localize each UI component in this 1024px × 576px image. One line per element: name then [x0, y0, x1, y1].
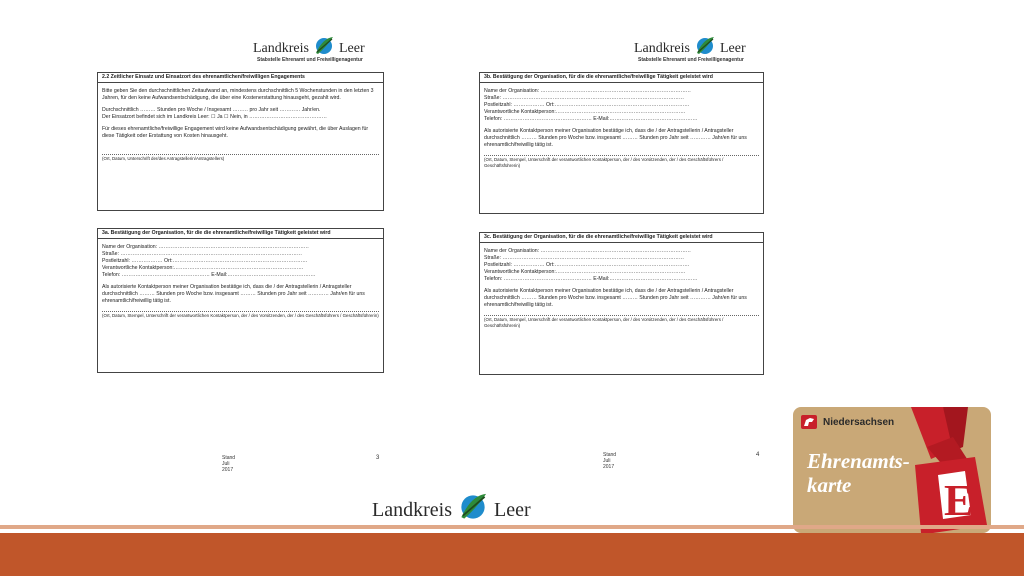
- field-phone-email: Telefon: …………………………………………… E-Mail:……………………………………………: [484, 116, 698, 122]
- ehrenamtskarte-image: [793, 407, 991, 533]
- field-contact: Verantwortliche Kontaktperson:…………………………………………………………………: [484, 109, 686, 115]
- field-contact: Verantwortliche Kontaktperson:…………………………………………………………………: [484, 269, 686, 275]
- card-title-line2: karte: [807, 473, 852, 497]
- field-phone-email: Telefon: …………………………………………… E-Mail:……………………………………………: [484, 276, 698, 282]
- location-line: Der Einsatzort befindet sich im Landkreis Leer: ☐ Ja ☐ Nein, in ………………………………………: [102, 114, 327, 120]
- section-title: 3c. Bestätigung der Organisation, für die die ehrenamtliche/freiwillige Tätigkeit geleistet wird: [480, 233, 763, 243]
- card-title-line1: Ehrenamts-: [807, 449, 910, 473]
- field-phone-email: Telefon: …………………………………………… E-Mail:……………………………………………: [102, 272, 316, 278]
- footer-bar: [0, 533, 1024, 576]
- card-state-label: Niedersachsen: [823, 417, 895, 428]
- signature-line: (Ort, Datum, Stempel, Unterschrift der verantwortlichen Kontaktperson, der / des Vorsitzenden, der / des Geschäftsführers / Geschäftsführerin): [484, 315, 759, 329]
- horse-icon: [801, 415, 817, 429]
- logo-subtitle: Stabstelle Ehrenamt und Freiwilligenagentur: [257, 57, 363, 63]
- logo-text-landkreis: Landkreis: [372, 498, 452, 521]
- stand-date: Stand Juli 2017: [222, 455, 236, 473]
- leaf-logo-icon: [457, 492, 489, 528]
- field-postcode: Postleitzahl: ……………… Ort:……………………………………………………………………: [102, 258, 308, 264]
- form-section-3c: [479, 232, 764, 375]
- logo-subtitle: Stabstelle Ehrenamt und Freiwilligenagentur: [638, 57, 744, 63]
- footer-stripe: [0, 525, 1024, 529]
- field-postcode: Postleitzahl: ……………… Ort:……………………………………………………………………: [484, 102, 690, 108]
- logo-text-leer: Leer: [719, 40, 746, 56]
- signature-line: (Ort, Datum, Unterschrift der/des Antragstellerin/Antragstellers): [102, 154, 379, 162]
- form-section-2-2: [97, 72, 384, 211]
- logo-text-landkreis: Landkreis: [634, 40, 690, 56]
- section-paragraph: Bitte geben Sie den durchschnittlichen Zeitaufwand an, mindestens durchschnittlich 5 Wochenstunden in den letzten 3 Jahren, für den keine Aufwandsentschädigung, die über eine Kostenerstattung hinausgeht, gezahlt wird.: [102, 88, 374, 101]
- logo-text-leer: Leer: [493, 498, 531, 521]
- section-title: 3b. Bestätigung der Organisation, für die die ehrenamtliche/freiwillige Tätigkeit geleistet wird: [480, 73, 763, 83]
- field-street: Straße: ……………………………………………………………………………………………: [484, 95, 685, 101]
- field-contact: Verantwortliche Kontaktperson:…………………………………………………………………: [102, 265, 304, 271]
- hours-line: Durchschnittlich ……… Stunden pro Woche / Insgesamt ……… pro Jahr seit ………… Jahr/en.: [102, 107, 321, 113]
- logo-text-leer: Leer: [338, 40, 365, 56]
- section-title: 2.2 Zeitlicher Einsatz und Einsatzort des ehrenamtlichen/freiwilligen Engagements: [98, 73, 383, 83]
- confirmation-paragraph: Als autorisierte Kontaktperson meiner Organisation bestätige ich, dass die / der Antragstellerin / Antragsteller durchschnittlich ……… Stunden pro Woche bzw. insgesamt ……… Stunden pro Jahr seit ………… Jahr/en für uns ehrenamtlich/freiwillig tätig ist.: [484, 128, 747, 148]
- confirmation-paragraph: Als autorisierte Kontaktperson meiner Organisation bestätige ich, dass die / der Antragstellerin / Antragsteller durchschnittlich ……… Stunden pro Woche bzw. insgesamt ……… Stunden pro Jahr seit ………… Jahr/en für uns ehrenamtlich/freiwillig tätig ist.: [102, 284, 365, 304]
- logo-text-landkreis: Landkreis: [253, 40, 309, 56]
- field-organisation: Name der Organisation: ……………………………………………………………………………: [484, 88, 691, 94]
- signature-line: (Ort, Datum, Stempel, Unterschrift der verantwortlichen Kontaktperson, der / des Vorsitzenden, der / des Geschäftsführers / Geschäftsführerin): [484, 155, 759, 169]
- field-street: Straße: ……………………………………………………………………………………………: [484, 255, 685, 261]
- confirmation-paragraph: Als autorisierte Kontaktperson meiner Organisation bestätige ich, dass die / der Antragstellerin / Antragsteller durchschnittlich ……… Stunden pro Woche bzw. insgesamt ……… Stunden pro Jahr seit ………… Jahr/en für uns ehrenamtlich/freiwillig tätig ist.: [484, 288, 747, 308]
- form-section-3a: [97, 228, 384, 373]
- field-postcode: Postleitzahl: ……………… Ort:……………………………………………………………………: [484, 262, 690, 268]
- page-number: 3: [376, 455, 380, 461]
- form-section-3b: [479, 72, 764, 214]
- field-organisation: Name der Organisation: ……………………………………………………………………………: [484, 248, 691, 254]
- signature-line: (Ort, Datum, Stempel, Unterschrift der verantwortlichen Kontaktperson, der / des Vorsitzenden, der / des Geschäftsführers / Geschäftsführerin): [102, 313, 379, 318]
- card-letter: E: [944, 476, 974, 525]
- page-number: 4: [756, 452, 760, 458]
- field-organisation: Name der Organisation: ……………………………………………………………………………: [102, 244, 309, 250]
- landkreis-leer-footer-logo: [372, 492, 531, 528]
- stand-date: Stand Juli 2017: [603, 452, 617, 470]
- section-title: 3a. Bestätigung der Organisation, für die die ehrenamtliche/freiwillige Tätigkeit geleistet wird: [98, 229, 383, 239]
- compensation-note: Für dieses ehrenamtliche/freiwillige Engagement wird keine Aufwandsentschädigung gewährt, die über Auslagen für diese Tätigkeit oder Erstattung von Kosten hinausgeht.: [102, 126, 369, 139]
- field-street: Straße: ……………………………………………………………………………………………: [102, 251, 303, 257]
